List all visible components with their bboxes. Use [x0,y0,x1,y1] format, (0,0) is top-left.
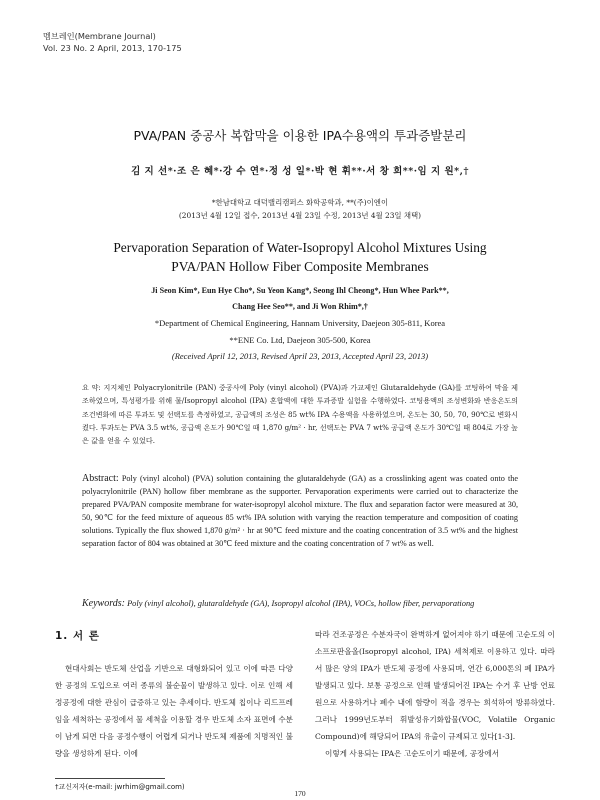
english-authors-line-1: Ji Seon Kim*, Eun Hye Cho*, Su Yeon Kang*, Seong Ihl Cheong*, Hun Whee Park**, [151,286,449,295]
journal-issue: Vol. 23 No. 2 April, 2013, 170-175 [43,43,182,53]
english-abstract-text: Poly (vinyl alcohol) (PVA) solution containing the glutaraldehyde (GA) as a crosslinking agent was coated onto the polyacrylonitrile (PAN) hollow fiber membrane as the supporter. Pervaporation experiments were carried out to characterize the prepared PVA/PAN composite membrane for water-isopropyl alcohol mixture. The flux and separation factor were measured at 30, 50, 90℃ for the feed mixture of aqueous 85 wt% IPA solution with varying the reaction temperature and composition of coating solutions. Typically the flux showed 1,870 g/m² · hr at 90℃ feed mixture and the coating concentration of 3.5 wt% and the highest separation factor of 804 was obtained at 30℃ feed mixture and the coating concentration of 7 wt% as well. [82,474,519,548]
english-authors-line-2: Chang Hee Seo**, and Ji Won Rhim*,† [232,302,368,311]
keywords-label: Keywords: [82,598,125,609]
korean-received-dates: (2013년 4월 12일 접수, 2013년 4월 23일 수정, 2013년 4월 23일 채택) [178,211,422,220]
korean-affiliation [0,196,600,222]
korean-title: PVA/PAN 중공사 복합막을 이용한 IPA수용액의 투과증발분리 [133,128,467,143]
journal-name: 멤브레인(Membrane Journal) [43,31,156,41]
intro-paragraph-3: 이렇게 사용되는 IPA은 고순도이기 때문에, 공장에서 [325,749,500,758]
english-received-dates: (Received April 12, 2013, Revised April 23, 2013, Accepted April 23, 2013) [171,351,429,361]
english-title-line-2: PVA/PAN Hollow Fiber Composite Membranes [171,258,429,274]
korean-abstract-text: 지지체인 Polyacrylonitrile (PAN) 중공사에 Poly (vinyl alcohol) (PVA)과 가교제인 Glutaraldehyde (GA)를 코팅하여 막을 제조하였으며, 특성평가를 위해 물/Isopropyl alcohol (IPA) 혼합액에 대한 투과증발 실험을 수행하였다. 코팅용액의 조성변화와 반응온도의 조건변화에 따른 투과도 및 선택도를 측정하였고, 공급액의 조성은 85 wt% IPA 수용액을 사용하였으며, 온도는 30, 50, 70, 90℃로 변화시켰다. 투과도는 PVA 3.5 wt%, 공급액 온도가 90℃일 때 1,870 g/m² · hr, 선택도는 PVA 7 wt% 공급액 온도가 30℃일 때 804로 가장 높은 값을 얻을 수 있었다. [82,383,518,446]
section-heading: 1. 서 론 [55,630,100,642]
footnote-divider [55,778,165,779]
corresponding-author-footnote: †교신저자(e-mail: jwrhim@gmail.com) [55,783,185,791]
korean-affiliation-line: *한남대학교 대덕밸리캠퍼스 화학공학과, **(주)이엔이 [211,198,389,207]
korean-abstract-label: 요 약: [82,383,101,392]
intro-paragraph-1: 현대사회는 반도체 산업을 기반으로 대형화되어 있고 이에 따른 다양한 공정의 도입으로 여러 종류의 불순물이 발생하고 있다. 이로 인해 세정공정에 대한 관심이 급증하고 있는 추세이다. 반도체 칩이나 리드프레임을 세척하는 공정에서 물 세척을 이용할 경우 반도체 소자 표면에 수분이 남게 되면 다음 공정수행이 어렵게 되거나 반도체 제품에 치명적인 불량을 생성하게 된다. 이에 [55,664,293,758]
english-abstract [82,472,518,550]
keywords-text: Poly (vinyl alcohol), glutaraldehyde (GA), Isopropyl alcohol (IPA), VOCs, hollow fiber, pervaporationg [127,599,475,608]
english-authors [0,283,600,315]
english-affiliation-line-1: *Department of Chemical Engineering, Hannam University, Daejeon 305-811, Korea [154,318,446,328]
english-title-line-1: Pervaporation Separation of Water-Isopropyl Alcohol Mixtures Using [113,240,487,255]
korean-abstract [82,381,518,447]
english-title [0,239,600,276]
english-affiliation [0,315,600,365]
english-affiliation-line-2: **ENE Co. Ltd, Daejeon 305-500, Korea [229,334,371,345]
left-column [55,660,293,762]
page-number: 170 [294,789,306,798]
intro-paragraph-2: 따라 건조공정은 수분자국이 완벽하게 없어져야 하기 때문에 고순도의 이소프로판올올(Isopropyl alcohol, IPA) 세척제로 이용하고 있다. 따라서 많은 양의 IPA가 반도체 공정에 사용되며, 연간 6,000톤의 폐 IPA가 발생되고 있다. 보통 공정으로 인해 발생되어진 IPA는 수거 후 난방 연료원으로 사용하거나 폐수 내에 함량이 적을 경우는 희석하여 방류하였다. 그러나 1999년도부터 휘발성유기화합물(VOC, Volatile Organic Compound)에 해당되어 IPA의 유출이 규제되고 있다[1-3]. [315,630,555,741]
keywords [82,598,522,609]
korean-authors: 김 지 선*·조 은 혜*·강 수 연*·정 성 일*·박 현 휘**·서 창 희**·임 지 원*,† [131,166,469,177]
right-column [315,626,555,762]
english-abstract-label: Abstract: [82,473,119,484]
journal-header [43,30,182,54]
